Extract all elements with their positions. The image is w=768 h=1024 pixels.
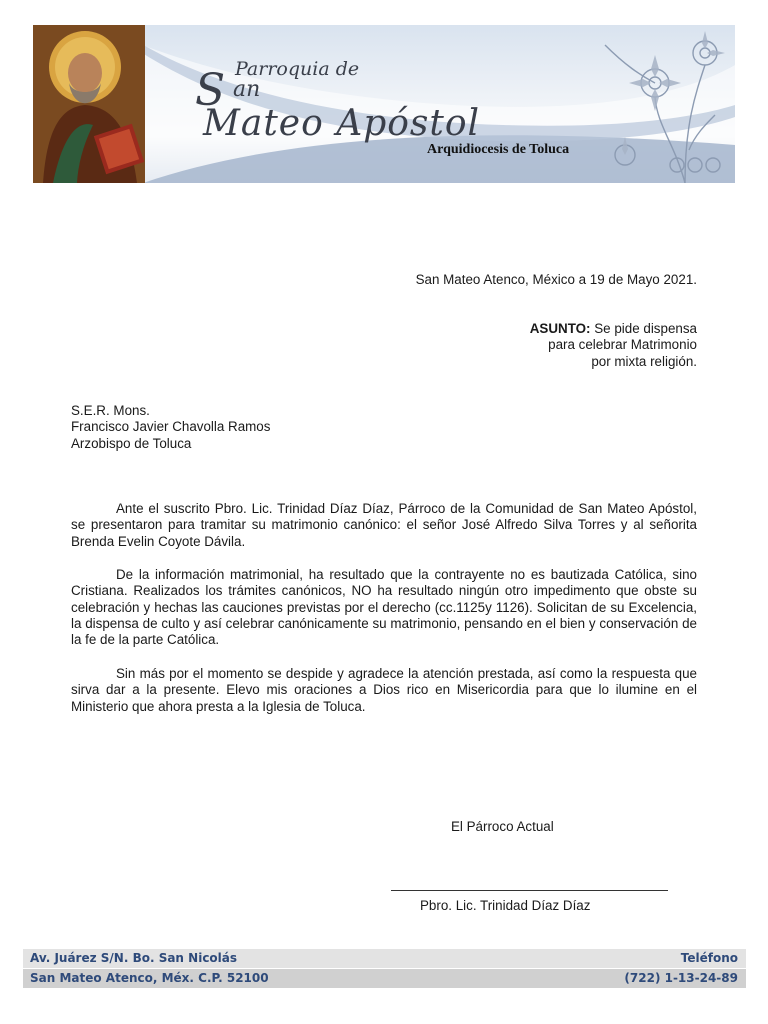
title-an: an (233, 77, 261, 102)
signature-line (391, 890, 668, 891)
addressee-name: Francisco Javier Chavolla Ramos (71, 419, 271, 435)
footer (23, 949, 746, 988)
footer-row (23, 969, 746, 988)
diocese-label: Arquidiocesis de Toluca (427, 142, 570, 157)
subject-line-1: Se pide dispensa (594, 321, 697, 336)
body-paragraph (71, 501, 697, 550)
body-paragraph (71, 567, 697, 648)
floral-ornament-icon (585, 25, 735, 183)
subject-label: ASUNTO: (529, 321, 591, 336)
paragraph-text-2: De la información matrimonial, ha resultado que la contrayente no es bautizada Católica, sino Cristiana. Realizados los trámites canónicos, NO ha resultado ningún otro impedimento que obste su celebración y hechas las cauciones previstas por el derecho (cc.1125y 1126). Solicitan de su Excelencia, la dispensa de culto y así celebrar canónicamente su matrimonio, pensando en el bien y conservación de la fe de la parte Católica. (71, 567, 697, 648)
subject-line-3: por mixta religión. (591, 353, 697, 369)
closing-text: El Párroco Actual (451, 819, 554, 834)
addressee-position: Arzobispo de Toluca (71, 435, 192, 451)
addressee-title: S.E.R. Mons. (71, 403, 150, 418)
title-initial-s: S (195, 65, 226, 116)
body-paragraph (71, 666, 697, 715)
footer-phone-label: Teléfono (351, 949, 746, 968)
letterhead-banner (33, 25, 735, 183)
letter-date: San Mateo Atenco, México a 19 de Mayo 2021. (415, 272, 697, 287)
footer-address-line-2: San Mateo Atenco, Méx. C.P. 52100 (23, 969, 356, 988)
signature-name: Pbro. Lic. Trinidad Díaz Díaz (420, 898, 591, 913)
saint-matthew-icon (33, 25, 145, 183)
title-parroquia: Parroquia de (235, 58, 360, 80)
footer-phone-number: (722) 1-13-24-89 (351, 969, 746, 988)
paragraph-text-3: Sin más por el momento se despide y agradece la atención prestada, así como la respuesta que sirva dar a la presente. Elevo mis oraciones a Dios rico en Misericordia para que lo ilumine en el Ministerio que ahora presta a la Iglesia de Toluca. (71, 666, 697, 714)
subject-line-2: para celebrar Matrimonio (548, 337, 697, 353)
footer-row (23, 949, 746, 968)
footer-address-line-1: Av. Juárez S/N. Bo. San Nicolás (23, 949, 356, 968)
paragraph-text-1: Ante el suscrito Pbro. Lic. Trinidad Díaz Díaz, Párroco de la Comunidad de San Mateo Apóstol, se presentaron para tramitar su matrimonio canónico: el señor José Alfredo Silva Torres y al señorita Brenda Evelin Coyote Dávila. (71, 501, 697, 549)
title-mateo-apostol: Mateo Apóstol (203, 103, 481, 144)
subject-block (400, 321, 697, 370)
addressee-block (71, 403, 270, 452)
